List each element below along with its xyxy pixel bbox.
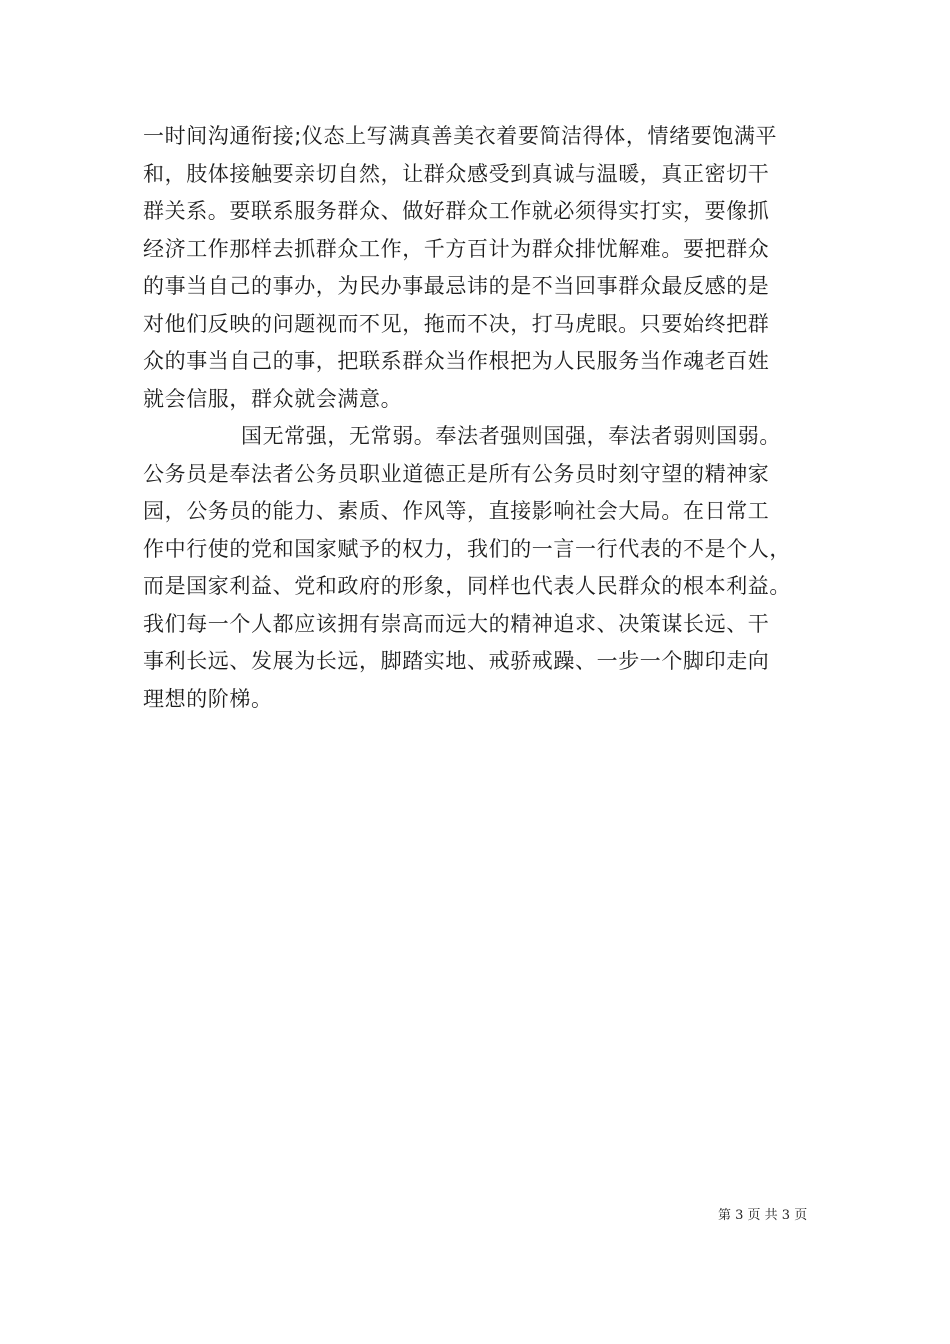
paragraph-line: 的事当自己的事办，为民办事最忌讳的是不当回事群众最反感的是	[143, 274, 770, 298]
paragraph-line: 一时间沟通衔接;仪态上写满真善美衣着要简洁得体，情绪要饱满平	[143, 124, 778, 148]
paragraph-line: 作中行使的党和国家赋予的权力，我们的一言一行代表的不是个人，	[143, 536, 791, 561]
paragraph-line: 园，公务员的能力、素质、作风等，直接影响社会大局。在日常工	[143, 499, 770, 523]
paragraph-line: 经济工作那样去抓群众工作，千方百计为群众排忧解难。要把群众	[143, 236, 770, 261]
paragraph-line: 而是国家利益、党和政府的形象，同样也代表人民群众的根本利益。	[143, 574, 791, 598]
paragraph-line: 公务员是奉法者公务员职业道德正是所有公务员时刻守望的精神家	[143, 461, 770, 486]
paragraph-line: 就会信服，群众就会满意。	[143, 386, 403, 411]
paragraph-line: 众的事当自己的事，把联系群众当作根把为人民服务当作魂老百姓	[143, 349, 770, 373]
paragraph-line: 对他们反映的问题视而不见，拖而不决，打马虎眼。只要始终把群	[143, 311, 770, 336]
paragraph-first-line: 国无常强，无常弱。奉法者强则国强，奉法者弱则国弱。	[241, 424, 781, 448]
paragraph-line: 我们每一个人都应该拥有崇高而远大的精神追求、决策谋长远、干	[143, 611, 770, 636]
paragraph-line: 和，肢体接触要亲切自然，让群众感受到真诚与温暖，真正密切干	[143, 161, 770, 186]
paragraph-line: 理想的阶梯。	[143, 686, 273, 711]
document-body	[143, 118, 808, 718]
paragraph-line: 事利长远、发展为长远，脚踏实地、戒骄戒躁、一步一个脚印走向	[143, 649, 770, 673]
page-number-footer: 第 3 页 共 3 页	[718, 1208, 808, 1223]
paragraph-line: 群关系。要联系服务群众、做好群众工作就必须得实打实，要像抓	[143, 199, 770, 223]
